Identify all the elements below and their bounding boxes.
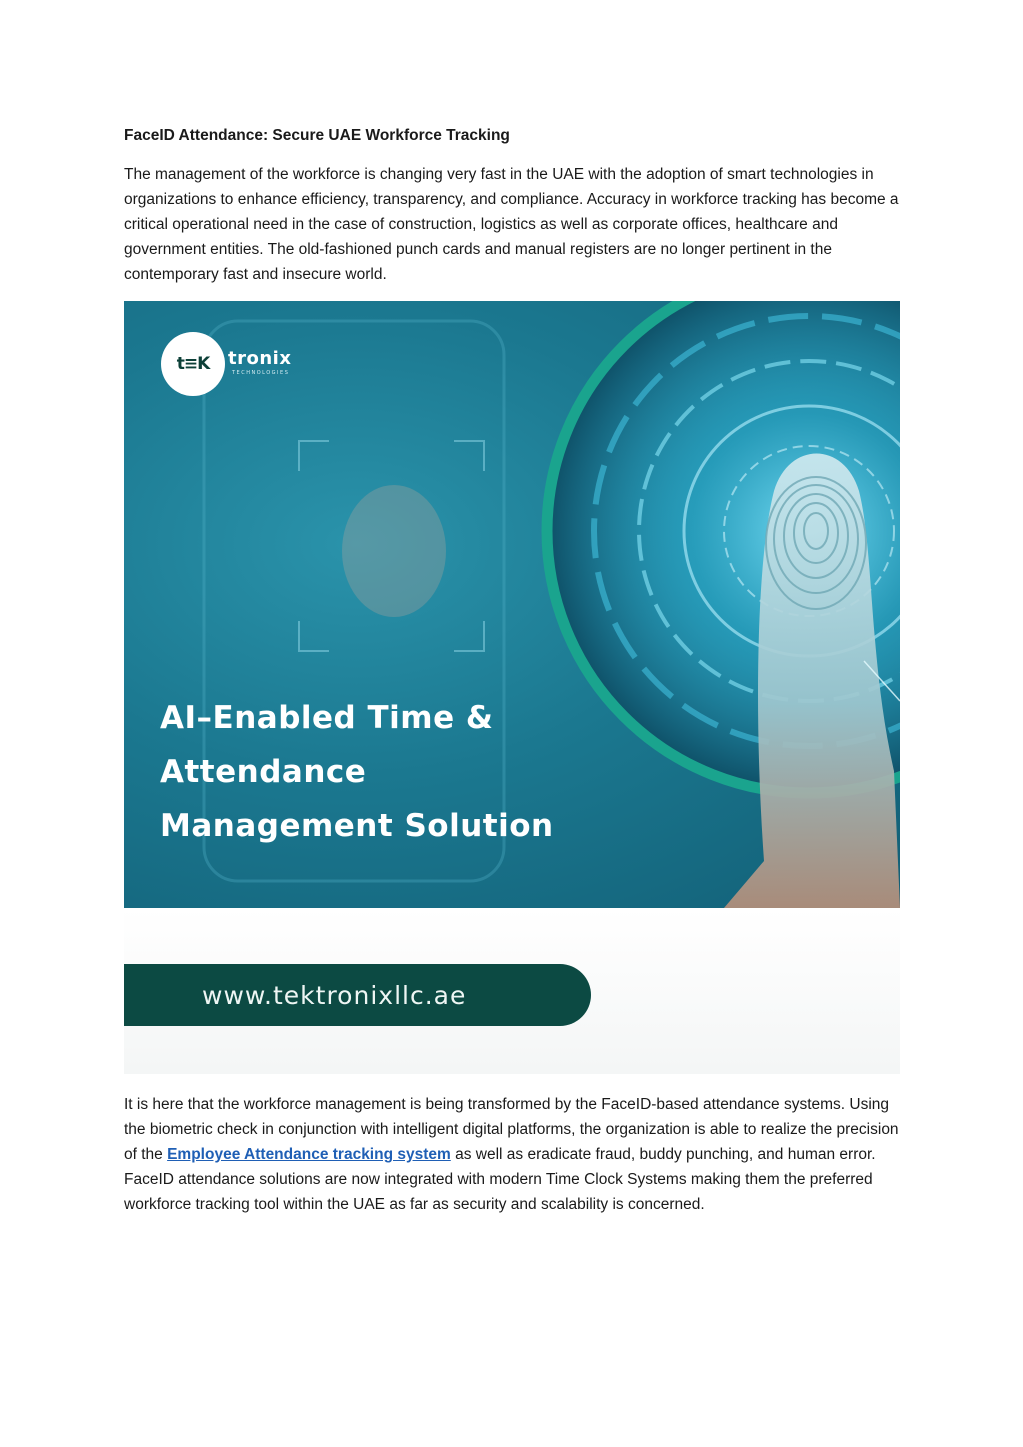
logo-wordmark: tronix	[228, 348, 292, 369]
body-paragraph	[124, 1092, 902, 1217]
logo-subtitle: TECHNOLOGIES	[232, 370, 290, 376]
website-url: www.tektronixllc.ae	[202, 980, 467, 1010]
article-title: FaceID Attendance: Secure UAE Workforce Tracking	[124, 127, 510, 144]
intro-paragraph: The management of the workforce is changing very fast in the UAE with the adoption of smart technologies in organizations to enhance efficiency, transparency, and compliance. Accuracy in workforce tracking has become a critical operational need in the case of construction, logistics as well as corporate offices, healthcare and government entities. The old-fashioned punch cards and manual registers are no longer pertinent in the contemporary fast and insecure world.	[124, 166, 899, 283]
banner-headline	[160, 691, 680, 853]
promo-banner-image	[124, 301, 900, 1074]
banner-teal-panel	[124, 301, 900, 908]
website-url-bar	[124, 964, 591, 1026]
headline-line-3: Management Solution	[160, 808, 554, 844]
body-text-after-link: as well as eradicate fraud, buddy punching, and human error. FaceID attendance solutions are now integrated with modern Time Clock Systems making them the preferred workforce tracking tool within the UAE as far as security and scalability is concerned.	[124, 1146, 876, 1213]
body-text-before-link: It is here that the workforce management is being transformed by the FaceID-based attendance systems. Using the biometric check in conjunction with intelligent digital platforms, the organization is able to realize the precision of the	[124, 1096, 899, 1163]
employee-attendance-link[interactable]: Employee Attendance tracking system	[167, 1146, 451, 1163]
headline-line-1: AI–Enabled Time &	[160, 700, 494, 736]
headline-line-2: Attendance	[160, 754, 367, 790]
tektronix-logo	[161, 332, 225, 396]
logo-mark: t≡K	[176, 354, 210, 374]
